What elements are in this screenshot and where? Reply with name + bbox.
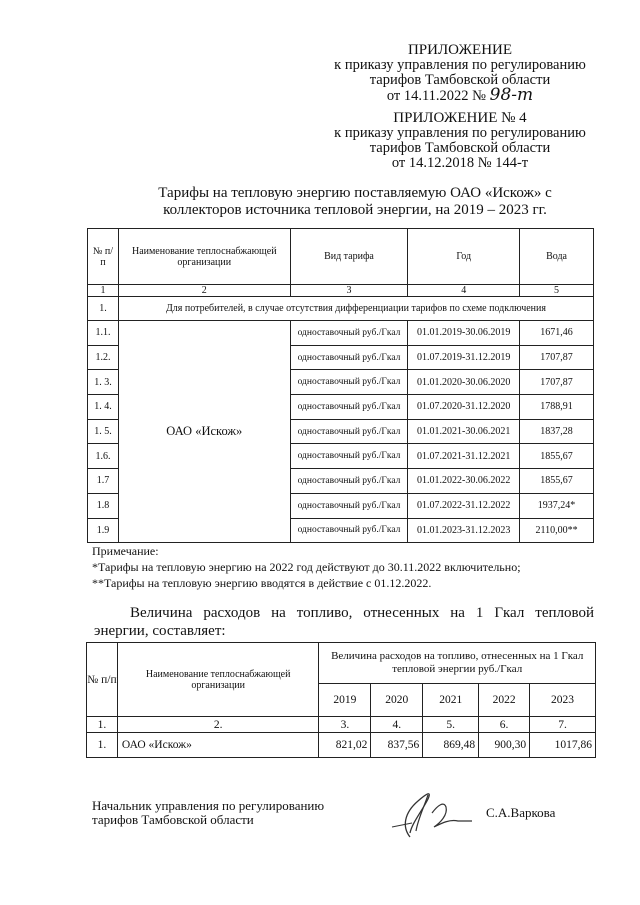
tariff-value: 1671,46 [520,321,594,346]
fuel-row-num: 1. [87,733,118,758]
col-number: 2 [118,285,290,297]
fuel-data-row [87,733,596,758]
appendix-date-prefix: от 14.11.2022 № [386,88,487,104]
tariff-kind: одноставочный руб./Гкал [290,419,408,444]
fuel-col-number: 3. [319,717,371,733]
tariff-period: 01.07.2020-31.12.2020 [408,395,520,420]
row-num: 1.8 [88,493,119,518]
title-line1: Тарифы на тепловую энергию поставляемую ОАО «Искож» с [158,185,552,201]
row-num: 1.7 [88,469,119,494]
appendix4-line2: тарифов Тамбовской области [369,140,551,156]
tariff-kind: одноставочный руб./Гкал [290,493,408,518]
handwritten-signature [388,783,478,845]
th-year: Год [408,229,520,285]
row-num: 1. 3. [88,370,119,395]
note-2: **Тарифы на тепловую энергию вводятся в действие с 01.12.2022. [92,576,432,590]
fuel-value: 869,48 [423,733,479,758]
tariff-kind: одноставочный руб./Гкал [290,444,408,469]
section-row [88,297,594,321]
fuel-year: 2021 [423,684,479,717]
fuel-th-org: Наименование теплоснабжающей организации [117,643,319,717]
tariff-kind: одноставочный руб./Гкал [290,321,408,346]
row-num: 1.6. [88,444,119,469]
th-water: Вода [520,229,594,285]
fuel-table [86,642,596,758]
signature-name: С.А.Варкова [486,805,556,820]
tariff-kind: одноставочный руб./Гкал [290,345,408,370]
fuel-col-number: 2. [117,717,319,733]
fuel-year: 2020 [371,684,423,717]
tariff-period: 01.01.2022-30.06.2022 [408,469,520,494]
tariff-value: 1937,24* [520,493,594,518]
fuel-th-group: Величина расходов на топливо, отнесенных на 1 Гкал тепловой энергии руб./Гкал [319,643,596,684]
fuel-year: 2023 [530,684,596,717]
tariff-kind: одноставочный руб./Гкал [290,370,408,395]
tariff-value: 1707,87 [520,345,594,370]
tariff-kind: одноставочный руб./Гкал [290,469,408,494]
th-kind: Вид тарифа [290,229,408,285]
th-org: Наименование теплоснабжающей организации [118,229,290,285]
appendix4-title: ПРИЛОЖЕНИЕ № 4 [393,110,527,126]
row-num: 1.1. [88,321,119,346]
tariff-period: 01.01.2019-30.06.2019 [408,321,520,346]
col-number: 4 [408,285,520,297]
section-text: Для потребителей, в случае отсутствия дифференциации тарифов по схеме подключения [118,297,593,321]
th-num: № п/п [88,229,119,285]
signature-line2: тарифов Тамбовской области [92,812,254,827]
tariff-kind: одноставочный руб./Гкал [290,395,408,420]
fuel-year: 2022 [479,684,530,717]
row-num: 1.9 [88,518,119,543]
tariff-kind: одноставочный руб./Гкал [290,518,408,543]
fuel-intro-line1: Величина расходов на топливо, отнесенных на 1 Гкал тепловой [130,605,594,621]
signature-line1: Начальник управления по регулированию [92,798,325,813]
fuel-col-number: 1. [87,717,118,733]
col-number: 3 [290,285,408,297]
title-line2: коллекторов источника тепловой энергии, на 2019 – 2023 гг. [163,202,547,218]
appendix-header [300,43,620,104]
appendix4-line1: к приказу управления по регулированию [334,125,586,141]
row-num: 1.2. [88,345,119,370]
tariff-value: 1788,91 [520,395,594,420]
fuel-col-number: 5. [423,717,479,733]
tariff-period: 01.01.2023-31.12.2023 [408,518,520,543]
fuel-intro-line2: энергии, составляет: [94,623,226,639]
document-title [80,185,630,219]
fuel-value: 900,30 [479,733,530,758]
fuel-col-number: 7. [530,717,596,733]
fuel-value: 837,56 [371,733,423,758]
appendix-date [300,85,620,105]
col-number: 1 [88,285,119,297]
tariff-period: 01.07.2022-31.12.2022 [408,493,520,518]
section-num: 1. [88,297,119,321]
tariff-value: 1707,87 [520,370,594,395]
handwritten-order-number: 98-т [489,85,534,105]
tariff-value: 2110,00** [520,518,594,543]
notes [92,543,612,591]
tariff-period: 01.07.2021-31.12.2021 [408,444,520,469]
org-name: ОАО «Искож» [118,321,290,543]
note-1: *Тарифы на тепловую энергию на 2022 год действуют до 30.11.2022 включительно; [92,560,521,574]
row-num: 1. 5. [88,419,119,444]
appendix-title: ПРИЛОЖЕНИЕ [407,42,513,58]
col-number: 5 [520,285,594,297]
row-num: 1. 4. [88,395,119,420]
fuel-value: 821,02 [319,733,371,758]
tariff-value: 1837,28 [520,419,594,444]
fuel-column-numbers-row [87,717,596,733]
fuel-row-org: ОАО «Искож» [117,733,319,758]
tariff-period: 01.01.2020-30.06.2020 [408,370,520,395]
fuel-intro [94,604,594,640]
fuel-col-number: 6. [479,717,530,733]
fuel-th-num: № п/п [87,643,118,717]
appendix4-date: от 14.12.2018 № 144-т [391,155,529,171]
notes-label: Примечание: [92,544,159,558]
appendix4-header [300,111,620,171]
tariff-period: 01.07.2019-31.12.2019 [408,345,520,370]
fuel-col-number: 4. [371,717,423,733]
fuel-year: 2019 [319,684,371,717]
tariff-row [88,321,594,346]
signature-block [92,799,392,827]
appendix-line1: к приказу управления по регулированию [334,57,586,73]
appendix-line2: тарифов Тамбовской области [369,72,551,88]
tariff-value: 1855,67 [520,444,594,469]
tariff-table [87,228,594,543]
fuel-value: 1017,86 [530,733,596,758]
tariff-value: 1855,67 [520,469,594,494]
column-numbers-row [88,285,594,297]
tariff-period: 01.01.2021-30.06.2021 [408,419,520,444]
